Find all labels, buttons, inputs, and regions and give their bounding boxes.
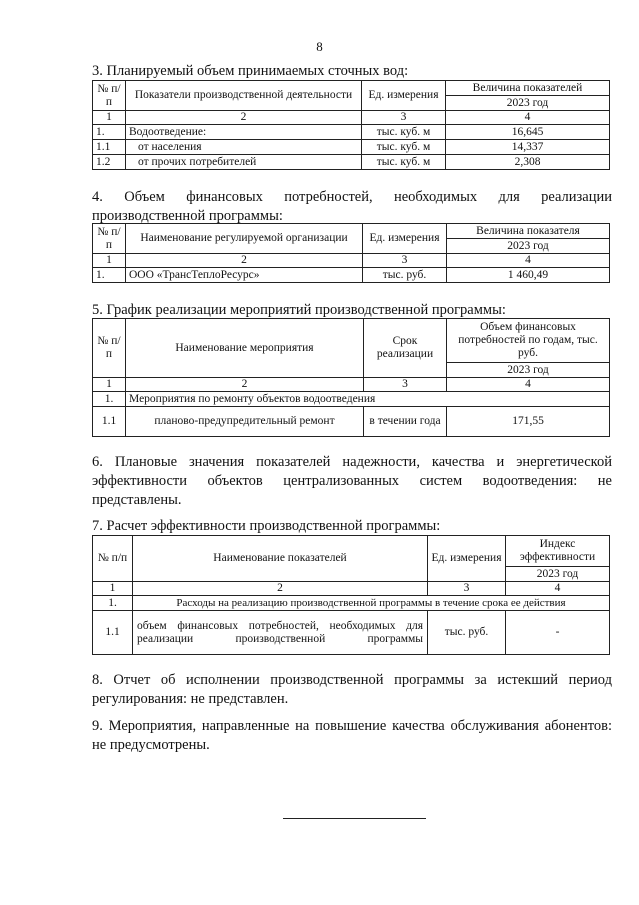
header-value: Индекс эффективности xyxy=(506,536,610,567)
row-num: 1.1 xyxy=(93,611,133,655)
row-name: планово-предупредительный ремонт xyxy=(126,407,364,437)
section5-table xyxy=(92,318,610,437)
section8-text: 8. Отчет об исполнении производственной программы за истекший период регулирования: не представлен. xyxy=(92,672,612,707)
index-cell: 2 xyxy=(133,582,428,596)
row-value: 1 460,49 xyxy=(447,268,610,283)
row-unit: тыс. руб. xyxy=(363,268,447,283)
index-cell: 2 xyxy=(126,254,363,268)
row-name: объем финансовых потребностей, необходимых для реализации производственной программы xyxy=(133,611,428,655)
header-name: Наименование мероприятия xyxy=(126,319,364,378)
section9-text: 9. Мероприятия, направленные на повышение качества обслуживания абонентов: не предусмотрены. xyxy=(92,718,612,753)
row-name: Водоотведение: xyxy=(126,125,362,140)
header-name: Показатели производственной деятельности xyxy=(126,81,362,111)
row-name: ООО «ТрансТеплоРесурс» xyxy=(126,268,363,283)
index-cell: 3 xyxy=(363,254,447,268)
section4-table xyxy=(92,223,610,283)
index-cell: 1 xyxy=(93,254,126,268)
table-row xyxy=(93,140,610,155)
section3-table xyxy=(92,80,610,170)
index-cell: 1 xyxy=(93,378,126,392)
row-num: 1.1 xyxy=(93,140,126,155)
header-name: Наименование регулируемой организации xyxy=(126,224,363,254)
group-name: Расходы на реализацию производственной программы в течение срока ее действия xyxy=(133,596,610,611)
row-value: 16,645 xyxy=(446,125,610,140)
table-row xyxy=(93,155,610,170)
table-row xyxy=(93,125,610,140)
row-num: 1.1 xyxy=(93,407,126,437)
row-num: 1.2 xyxy=(93,155,126,170)
header-value: Объем финансовых потребностей по годам, тыс. руб. xyxy=(447,319,610,363)
group-name: Мероприятия по ремонту объектов водоотведения xyxy=(126,392,610,407)
row-value: 14,337 xyxy=(446,140,610,155)
index-cell: 3 xyxy=(428,582,506,596)
index-cell: 4 xyxy=(506,582,610,596)
header-name: Наименование показателей xyxy=(133,536,428,582)
index-cell: 4 xyxy=(446,111,610,125)
row-value: - xyxy=(506,611,610,655)
section4-heading: 4. Объем финансовых потребностей, необходимых для реализации производственной программы: xyxy=(92,189,612,224)
row-unit: тыс. руб. xyxy=(428,611,506,655)
row-name: от населения xyxy=(126,140,362,155)
header-year: 2023 год xyxy=(447,239,610,254)
header-value: Величина показателей xyxy=(446,81,610,96)
row-unit: тыс. куб. м xyxy=(362,155,446,170)
section5-heading: 5. График реализации мероприятий производственной программы: xyxy=(92,302,506,318)
group-num: 1. xyxy=(93,392,126,407)
index-cell: 4 xyxy=(447,254,610,268)
index-cell: 4 xyxy=(447,378,610,392)
index-cell: 2 xyxy=(126,378,364,392)
index-cell: 3 xyxy=(362,111,446,125)
page-number: 8 xyxy=(316,39,323,54)
header-term: Срок реализации xyxy=(364,319,447,378)
row-unit: тыс. куб. м xyxy=(362,125,446,140)
header-year: 2023 год xyxy=(506,567,610,582)
section3-heading: 3. Планируемый объем принимаемых сточных вод: xyxy=(92,63,409,79)
row-name: от прочих потребителей xyxy=(126,155,362,170)
row-value: 171,55 xyxy=(447,407,610,437)
header-unit: Ед. измерения xyxy=(362,81,446,111)
header-num: № п/п xyxy=(93,536,133,582)
group-row xyxy=(93,392,610,407)
group-row xyxy=(93,596,610,611)
row-unit: тыс. куб. м xyxy=(362,140,446,155)
signature-line xyxy=(283,818,426,819)
index-cell: 1 xyxy=(93,582,133,596)
index-cell: 3 xyxy=(364,378,447,392)
header-unit: Ед. измерения xyxy=(363,224,447,254)
table-row xyxy=(93,611,610,655)
header-unit: Ед. измерения xyxy=(428,536,506,582)
row-term: в течении года xyxy=(364,407,447,437)
header-num: № п/п xyxy=(93,319,126,378)
group-num: 1. xyxy=(93,596,133,611)
table-row xyxy=(93,268,610,283)
section7-table xyxy=(92,535,610,655)
index-cell: 2 xyxy=(126,111,362,125)
header-num: № п/п xyxy=(93,224,126,254)
header-value: Величина показателя xyxy=(447,224,610,239)
header-num: № п/п xyxy=(93,81,126,111)
table-row xyxy=(93,407,610,437)
section7-heading: 7. Расчет эффективности производственной программы: xyxy=(92,518,441,534)
row-num: 1. xyxy=(93,125,126,140)
index-cell: 1 xyxy=(93,111,126,125)
section6-text: 6. Плановые значения показателей надежности, качества и энергетической эффективности объектов централизованных систем водоотведения: не представлены. xyxy=(92,454,612,508)
header-year: 2023 год xyxy=(447,363,610,378)
row-value: 2,308 xyxy=(446,155,610,170)
header-year: 2023 год xyxy=(446,96,610,111)
row-num: 1. xyxy=(93,268,126,283)
